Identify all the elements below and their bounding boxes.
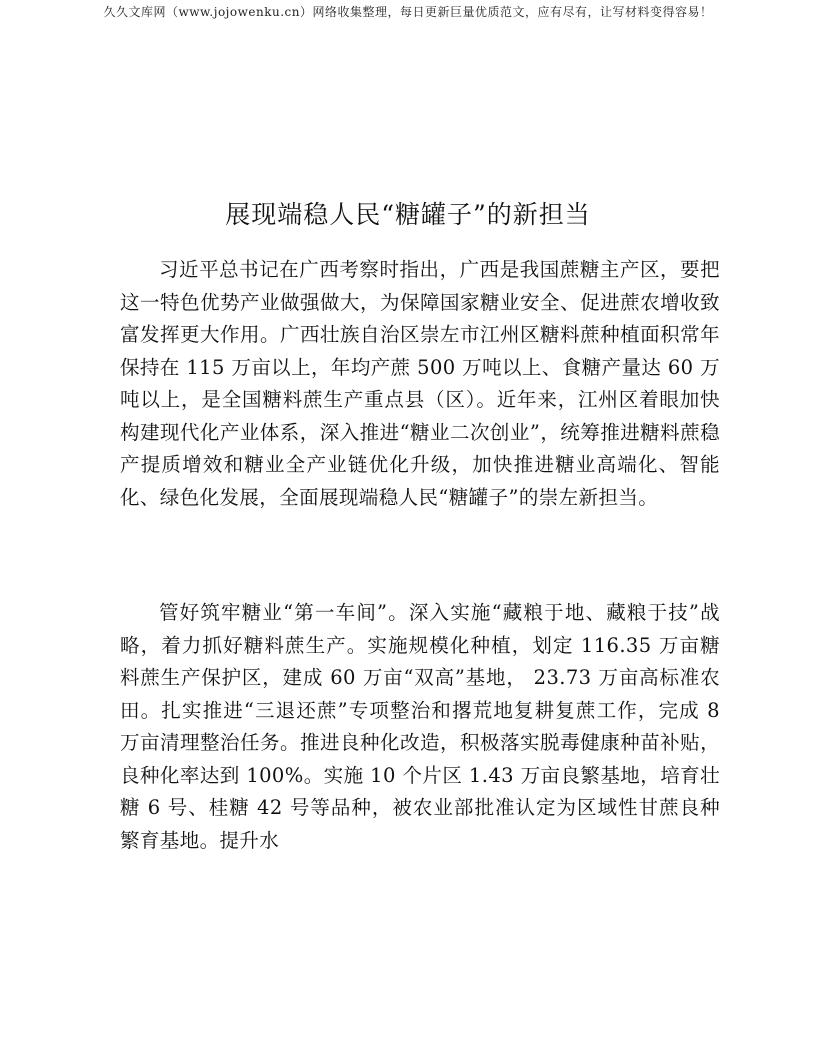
paragraph-first-workshop: 管好筑牢糖业“第一车间”。深入实施“藏粮于地、藏粮于技”战略，着力抓好糖料蔗生产。实施规模化种植，划定 116.35 万亩糖料蔗生产保护区，建成 60 万亩“双高”基地， 23.73 万亩高标准农田。扎实推进“三退还蔗”专项整治和撂荒地复耕复蔗工作，完成 8 万亩清理整治任务。推进良种化改造，积极落实脱毒健康种苗补贴，良种化率达到 100%。实施 10 个片区 1.43 万亩良繁基地，培育壮糖 6 号、桂糖 42 号等品种，被农业部批准认定为区域性甘蔗良种繁育基地。提升水 [120,601,720,852]
page-header: 久久文库网（www.jojowenku.cn）网络收集整理，每日更新巨量优质范文，应有尽有，让写材料变得容易！ [103,5,713,19]
paragraph-intro: 习近平总书记在广西考察时指出，广西是我国蔗糖主产区，要把这一特色优势产业做强做大，为保障国家糖业安全、促进蔗农增收致富发挥更大作用。广西壮族自治区崇左市江州区糖料蔗种植面积常年保持在 115 万亩以上，年均产蔗 500 万吨以上、食糖产量达 60 万吨以上，是全国糖料蔗生产重点县（区）。近年来，江州区着眼加快构建现代化产业体系，深入推进“糖业二次创业”，统筹推进糖料蔗稳产提质增效和糖业全产业链优化升级，加快推进糖业高端化、智能化、绿色化发展，全面展现端稳人民“糖罐子”的崇左新担当。 [120,258,720,509]
document-title: 展现端稳人民“糖罐子”的新担当 [225,200,591,229]
